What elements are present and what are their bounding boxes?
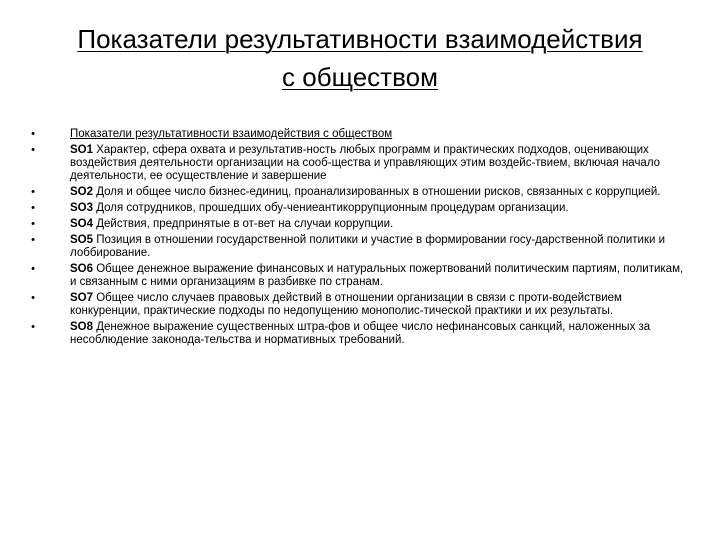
item-text: Показатели результативности взаимодействия с обществом — [70, 128, 393, 140]
item-text: Позиция в отношении государственной политики и участие в формировании госу-дарственной политики и лоббирование. — [70, 234, 666, 259]
title-line-1: Показатели результативности взаимодействия — [77, 24, 643, 54]
item-code: SO3 — [70, 202, 94, 214]
item-code: SO2 — [70, 186, 94, 198]
list-item — [24, 263, 688, 289]
bullet-icon: • — [31, 186, 35, 198]
item-text: Действия, предпринятые в от-вет на случаи коррупции. — [93, 218, 394, 230]
list-item — [24, 292, 688, 318]
list-item — [24, 202, 688, 215]
bullet-icon: • — [31, 263, 35, 275]
list-item — [24, 321, 688, 347]
item-code: SO8 — [70, 321, 94, 333]
item-text: Доля сотрудников, прошедших обу-чениеантикоррупционным процедурам организации. — [93, 202, 569, 214]
bullet-icon: • — [31, 321, 35, 333]
list-item — [24, 218, 688, 231]
item-code: SO4 — [70, 218, 94, 230]
bullet-icon: • — [31, 292, 35, 304]
bullet-icon: • — [31, 234, 35, 246]
title-line-2: с обществом — [282, 62, 438, 92]
item-text: Характер, сфера охвата и результатив-ность любых программ и практических подходов, оценивающих воздействия деятельности организации на сооб-щества и управляющих этим воздейс-твием, включая начало деятельности, ее осуществление и завершение — [70, 144, 661, 182]
bullet-icon: • — [31, 128, 35, 140]
item-text: Доля и общее число бизнес-единиц, проанализированных в отношении рисков, связанных с коррупцией. — [93, 186, 661, 198]
list-item — [24, 128, 688, 141]
item-text: Общее денежное выражение финансовых и натуральных пожертвований политическим партиям, политикам, и связанным с ними организациям в разбивке по странам. — [70, 263, 684, 288]
bullet-icon: • — [31, 218, 35, 230]
slide-title — [40, 20, 680, 96]
bullet-icon: • — [31, 144, 35, 156]
bullet-icon: • — [31, 202, 35, 214]
bullet-list — [24, 128, 688, 350]
item-text: Общее число случаев правовых действий в отношении организации в связи с проти-водействием конкуренции, практические подходы по недопущению монополис-тической практики и их результаты. — [70, 292, 622, 317]
item-code: SO5 — [70, 234, 94, 246]
list-item — [24, 234, 688, 260]
item-code: SO6 — [70, 263, 94, 275]
list-item — [24, 186, 688, 199]
item-text: Денежное выражение существенных штра-фов и общее число нефинансовых санкций, наложенных за несоблюдение законода-тельства и нормативных требований. — [70, 321, 651, 346]
item-code: SO1 — [70, 144, 94, 156]
list-item — [24, 144, 688, 183]
item-code: SO7 — [70, 292, 94, 304]
